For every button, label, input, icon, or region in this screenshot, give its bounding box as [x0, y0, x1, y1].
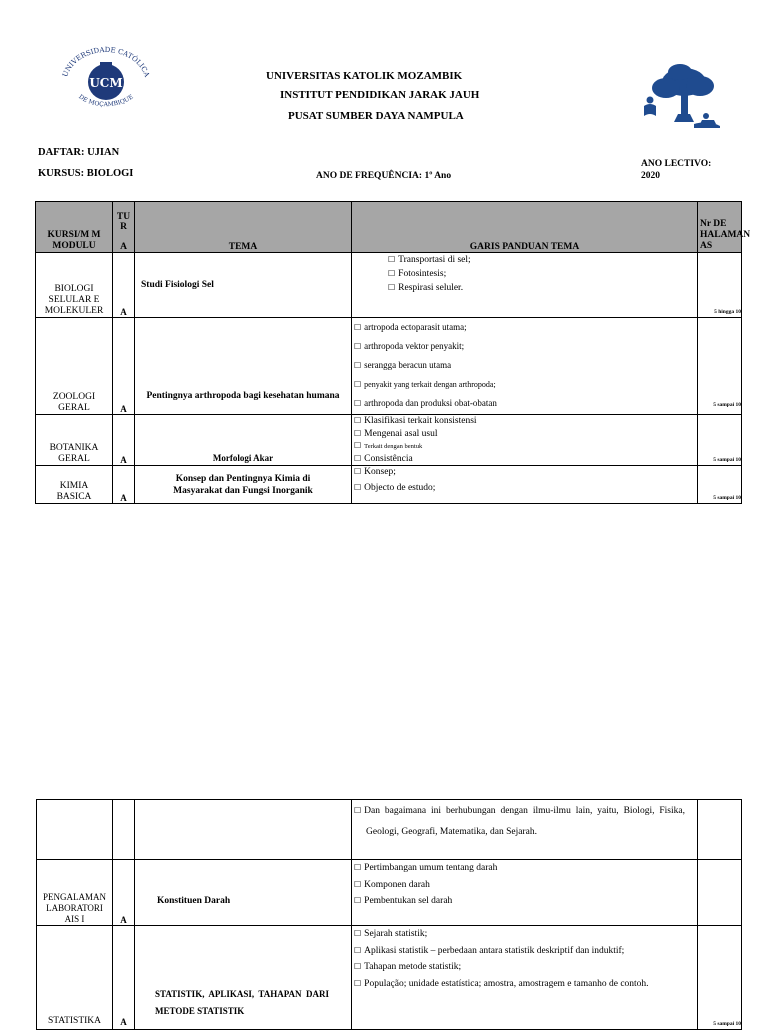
seal-text-top: UNIVERSIDADE CATÓLICA: [61, 45, 151, 79]
cell-tema: Konsep dan Pentingnya Kimia di Masyarakat dan Fungsi Inorganik: [135, 466, 352, 504]
header-tur: TU R A: [113, 202, 135, 253]
guideline-item: ☐ Klasifikasi terkait konsistensi: [354, 415, 697, 428]
seal-monogram: UCM: [89, 76, 123, 90]
cell-tur: [113, 800, 135, 860]
header-tema: TEMA: [135, 202, 352, 253]
cell-kursi: PENGALAMAN LABORATORI AIS I: [37, 860, 113, 926]
cell-kursi: BIOLOGI SELULAR E MOLEKULER: [36, 253, 113, 318]
guideline-item: ☐ Consistência: [354, 453, 697, 466]
cell-garis: [352, 466, 698, 504]
guideline-item: ☐ População; unidade estatística; amostra, amostragem e tamanho de contoh.: [354, 976, 687, 993]
guideline-item: ☐ Fotosintesis;: [388, 267, 697, 281]
kursus-label: KURSUS: BIOLOGI: [38, 168, 134, 179]
exam-topics-table: [35, 201, 751, 504]
header-nr: Nr DE HALAMAN AS: [698, 202, 742, 253]
guideline-item: ☐ Tahapan metode statistik;: [354, 959, 687, 976]
cell-garis: [352, 253, 698, 318]
ano-lectivo-value: 2020: [641, 171, 660, 181]
guideline-item: ☐ artropoda ectoparasit utama;: [354, 318, 697, 337]
cell-garis: [352, 860, 698, 926]
cell-garis: [352, 415, 698, 466]
guideline-item: ☐ Sejarah statistik;: [354, 926, 687, 943]
cell-tema: [135, 800, 352, 860]
cell-tur: A: [113, 860, 135, 926]
cell-tur: A: [113, 318, 135, 415]
cell-nr: 5 sampai 10: [698, 466, 742, 504]
table-header-row: [36, 202, 742, 253]
cell-tur: A: [113, 253, 135, 318]
cell-nr: 5 sampai 10: [698, 926, 742, 1030]
guideline-item: ☐ Aplikasi statistik – perbedaan antara statistik deskriptif dan induktif;: [354, 943, 687, 960]
university-name: UNIVERSITAS KATOLIK MOZAMBIK: [266, 70, 463, 82]
guideline-item: ☐ Pertimbangan umum tentang darah: [354, 860, 697, 877]
ano-lectivo-label: ANO LECTIVO:: [641, 159, 712, 169]
cell-garis: [352, 926, 698, 1030]
guideline-item: ☐ arthropoda vektor penyakit;: [354, 337, 697, 356]
header-kursi: KURSI/M M MODULU: [36, 202, 113, 253]
daftar-label: DAFTAR: UJIAN: [38, 147, 120, 158]
cell-nr: 5 sampai 10: [698, 415, 742, 466]
guideline-item: ☐ Komponen darah: [354, 877, 697, 894]
cell-tema: Konstituen Darah: [135, 860, 352, 926]
cell-tema: Studi Fisiologi Sel: [135, 253, 352, 318]
guideline-item: ☐ Dan bagaimana ini berhubungan dengan ilmu-ilmu lain, yaitu, Biologi, Fisika, Geologi, Geografi, Matematika, dan Sejarah.: [354, 800, 685, 843]
exam-topics-table-continued: [36, 799, 742, 1030]
cell-nr: [698, 800, 742, 860]
cell-garis: [352, 318, 698, 415]
guideline-item: ☐ Transportasi di sel;: [388, 253, 697, 267]
cell-nr: 5 hingga 10: [698, 253, 742, 318]
guideline-item: ☐ penyakit yang terkait dengan arthropoda;: [354, 375, 697, 394]
guideline-item: ☐ arthropoda dan produksi obat-obatan: [354, 394, 697, 413]
table-row: [36, 253, 742, 318]
seal-text-bottom: DE MOÇAMBIQUE: [77, 93, 135, 108]
guideline-item: ☐ Pembentukan sel darah: [354, 893, 697, 910]
guideline-item: ☐ Respirasi seluler.: [388, 281, 697, 295]
cell-tema: Pentingnya arthropoda bagi kesehatan humana: [135, 318, 352, 415]
cell-kursi: ZOOLOGI GERAL: [36, 318, 113, 415]
cell-kursi: STATISTIKA: [37, 926, 113, 1030]
university-seal-logo: [54, 44, 158, 108]
tree-reader-logo: [634, 62, 730, 132]
cell-kursi: [37, 800, 113, 860]
header-garis: GARIS PANDUAN TEMA: [352, 202, 698, 253]
institute-name: INSTITUT PENDIDIKAN JARAK JAUH: [280, 89, 480, 101]
cell-kursi: KIMIA BASICA: [36, 466, 113, 504]
center-name: PUSAT SUMBER DAYA NAMPULA: [288, 110, 464, 122]
cell-nr: 5 sampai 10: [698, 318, 742, 415]
cell-tema: Morfologi Akar: [135, 415, 352, 466]
cell-nr: [698, 860, 742, 926]
table-row: [37, 860, 742, 926]
cell-tema: STATISTIK, APLIKASI, TAHAPAN DARI METODE STATISTIK: [135, 926, 352, 1030]
table-row: [36, 318, 742, 415]
ano-frequencia-label: ANO DE FREQUÊNCIA: 1º Ano: [316, 171, 452, 181]
table-row: [37, 800, 742, 860]
guideline-item: ☐ Konsep;: [354, 466, 697, 478]
cell-tur: A: [113, 926, 135, 1030]
guideline-item: ☐ Objecto de estudo;: [354, 478, 697, 498]
table-row: [36, 466, 742, 504]
table-row: [37, 926, 742, 1030]
table-row: [36, 415, 742, 466]
guideline-item: ☐ Terkait dengan bentuk: [354, 440, 697, 453]
cell-tur: A: [113, 466, 135, 504]
cell-kursi: BOTANIKA GERAL: [36, 415, 113, 466]
guideline-item: ☐ serangga beracun utama: [354, 356, 697, 375]
cell-tur: A: [113, 415, 135, 466]
cell-garis: [352, 800, 698, 860]
guideline-item: ☐ Mengenai asal usul: [354, 428, 697, 441]
